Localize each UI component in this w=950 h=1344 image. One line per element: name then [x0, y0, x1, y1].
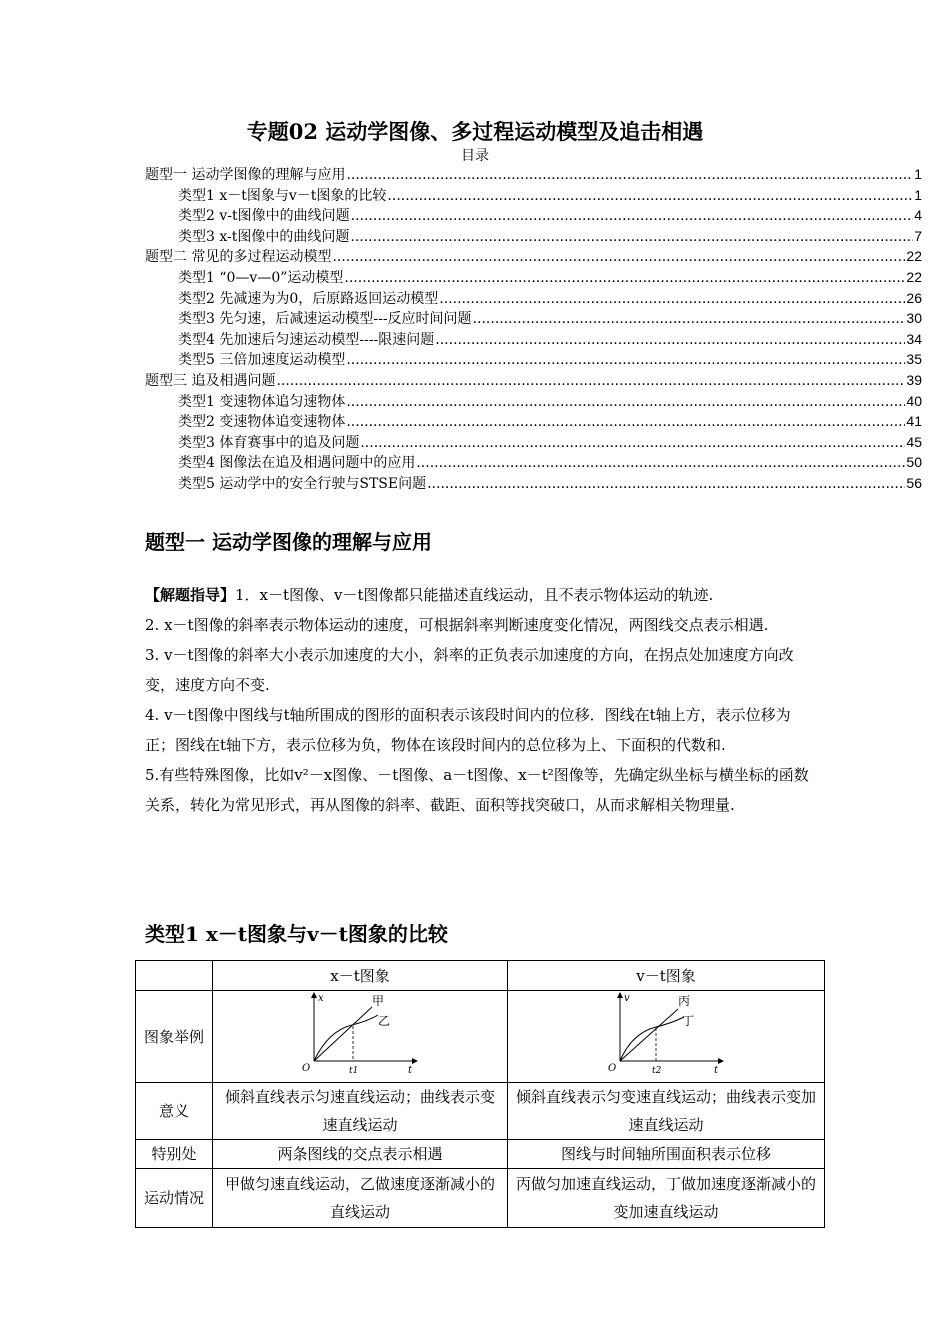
toc-entry-label: 题型二 常见的多过程运动模型: [145, 249, 332, 266]
guide-paragraph-4: 4. v－t图像中图线与t轴所围成的图形的面积表示该段时间内的位移．图线在t轴上方，表示位移为正；图线在t轴下方，表示位移为负，物体在该段时间内的总位移为上、下面积的代数和.: [145, 706, 791, 754]
origin-label: O: [608, 1063, 617, 1073]
toc-leader-dots: [439, 291, 905, 307]
table-row: [136, 1169, 825, 1228]
table-row: [136, 991, 825, 1083]
table-of-contents: [145, 164, 922, 494]
vt-meaning: 倾斜直线表示匀变速直线运动；曲线表示变加速直线运动: [508, 1083, 825, 1140]
toc-entry[interactable]: [145, 164, 922, 185]
guide-paragraph-5: 5.有些特殊图像，比如v²－x图像、－t图像、a－t图像、x－t²图像等，先确定纵坐标与横坐标的函数关系，转化为常见形式，再从图像的斜率、截距、面积等找突破口，从而求解相关物理量.: [145, 766, 809, 814]
toc-entry[interactable]: [145, 452, 922, 473]
guide-paragraph-1: 【解题指导】1．x－t图像、v－t图像都只能描述直线运动，且不表示物体运动的轨迹.: [145, 586, 714, 604]
toc-page-number: 7: [914, 227, 922, 244]
toc-entry-label: 题型一 运动学图像的理解与应用: [145, 167, 346, 183]
toc-entry[interactable]: [145, 288, 922, 309]
curve-label: 丁: [682, 1014, 695, 1028]
toc-entry[interactable]: [145, 432, 922, 453]
guide-paragraph-2: 2. x－t图像的斜率表示物体运动的速度，可根据斜率判断速度变化情况，两图线交点表示相遇.: [145, 616, 769, 634]
vt-special: 图线与时间轴所围面积表示位移: [508, 1140, 825, 1169]
table-header-row: [136, 961, 825, 991]
toc-entry[interactable]: [145, 411, 922, 432]
toc-leader-dots: [387, 188, 913, 204]
toc-entry[interactable]: [145, 308, 922, 329]
toc-page-number: 4: [914, 207, 922, 224]
x-axis-label: t: [408, 1065, 413, 1073]
col-header-vt: v－t图象: [508, 961, 825, 991]
toc-leader-dots: [346, 167, 913, 183]
toc-page-number: 35: [906, 351, 922, 368]
table-row: [136, 1140, 825, 1169]
row-label-meaning: 意义: [136, 1083, 213, 1140]
toc-entry-label: 类型4 图像法在追及相遇问题中的应用: [178, 455, 416, 472]
toc-entry-label: 类型3 先匀速，后减速运动模型---反应时间问题: [178, 311, 472, 328]
curve-label: 乙: [378, 1014, 391, 1028]
toc-entry-label: 类型2 先减速为为0，后原路返回运动模型: [178, 290, 439, 307]
toc-entry[interactable]: [145, 205, 922, 226]
guide-label: 【解题指导】: [145, 586, 236, 604]
line-bing: [620, 1009, 678, 1061]
col-header-xt: x－t图象: [213, 961, 508, 991]
table-row: [136, 1083, 825, 1140]
toc-leader-dots: [351, 208, 914, 224]
toc-entry[interactable]: [145, 473, 922, 494]
toc-page-number: 30: [906, 310, 922, 327]
xt-graph: [300, 991, 420, 1073]
toc-leader-dots: [332, 249, 905, 265]
toc-entry-label: 类型5 三倍加速度运动模型: [178, 352, 346, 369]
toc-page-number: 45: [906, 433, 922, 450]
toc-page-number: 1: [914, 186, 922, 203]
section-heading: 题型一 运动学图像的理解与应用: [145, 530, 432, 554]
toc-entry-label: 类型1 变速物体追匀速物体: [178, 393, 346, 410]
toc-leader-dots: [360, 435, 905, 451]
toc-page-number: 1: [914, 166, 922, 182]
toc-entry[interactable]: [145, 391, 922, 412]
xt-special: 两条图线的交点表示相遇: [213, 1140, 508, 1169]
toc-page-number: 40: [906, 392, 922, 409]
toc-entry[interactable]: [145, 329, 922, 350]
toc-entry-label: 类型1 “0—v—0”运动模型: [178, 269, 344, 286]
toc-entry-label: 类型4 先加速后匀速运动模型----限速问题: [178, 331, 435, 348]
tick-label: t1: [349, 1066, 359, 1073]
toc-entry[interactable]: [145, 370, 922, 391]
toc-entry-label: 题型三 追及相遇问题: [145, 372, 276, 389]
toc-entry[interactable]: [145, 267, 922, 288]
toc-entry[interactable]: [145, 349, 922, 370]
y-axis-label: v: [624, 993, 630, 1004]
tick-label: t2: [652, 1066, 662, 1073]
toc-page-number: 41: [906, 413, 922, 430]
vt-motion: 丙做匀加速直线运动，丁做加速度逐渐减小的变加速直线运动: [508, 1169, 825, 1228]
toc-page-number: 26: [906, 289, 922, 306]
toc-entry[interactable]: [145, 226, 922, 247]
toc-entry-label: 类型1 x－t图象与v－t图象的比较: [178, 187, 387, 204]
toc-entry-label: 类型3 体育赛事中的追及问题: [178, 434, 360, 451]
xt-graph-cell: [213, 991, 508, 1083]
toc-entry[interactable]: [145, 185, 922, 206]
toc-page-number: 22: [906, 248, 922, 265]
xt-motion: 甲做匀速直线运动，乙做速度逐渐减小的直线运动: [213, 1169, 508, 1228]
solving-guide: [145, 580, 810, 820]
curve-ding: [620, 1017, 684, 1061]
toc-page-number: 34: [906, 330, 922, 347]
line-label: 甲: [372, 994, 385, 1008]
toc-leader-dots: [276, 373, 905, 389]
toc-leader-dots: [346, 394, 905, 410]
comparison-table: [135, 960, 825, 1228]
toc-leader-dots: [344, 270, 905, 286]
toc-leader-dots: [435, 332, 905, 348]
toc-page-number: 50: [906, 454, 922, 471]
toc-page-number: 39: [906, 371, 922, 388]
toc-leader-dots: [427, 476, 905, 492]
curve-yi: [314, 1015, 378, 1061]
toc-entry-label: 类型5 运动学中的安全行驶与STSE问题: [178, 475, 427, 492]
row-label-example: 图象举例: [136, 991, 213, 1083]
y-axis-label: x: [318, 993, 324, 1004]
origin-label: O: [302, 1063, 311, 1073]
row-label-special: 特别处: [136, 1140, 213, 1169]
row-label-motion: 运动情况: [136, 1169, 213, 1228]
toc-page-number: 56: [906, 474, 922, 491]
subsection-heading: 类型1 x－t图象与v－t图象的比较: [145, 922, 448, 946]
document-title: 专题02 运动学图像、多过程运动模型及追击相遇: [246, 119, 704, 144]
line-label: 丙: [678, 994, 691, 1008]
vt-graph: [606, 991, 726, 1073]
xt-meaning: 倾斜直线表示匀速直线运动；曲线表示变速直线运动: [213, 1083, 508, 1140]
toc-entry-label: 类型2 v-t图像中的曲线问题: [178, 208, 350, 225]
vt-graph-cell: [508, 991, 825, 1083]
line-jia: [314, 1007, 372, 1061]
toc-heading: 目录: [461, 148, 489, 164]
guide-paragraph-3: 3. v－t图像的斜率大小表示加速度的大小，斜率的正负表示加速度的方向，在拐点处加速度方向改变，速度方向不变.: [145, 646, 794, 694]
toc-page-number: 22: [906, 268, 922, 285]
toc-entry-label: 类型2 变速物体追变速物体: [178, 414, 346, 431]
x-axis-label: t: [714, 1065, 719, 1073]
toc-entry[interactable]: [145, 246, 922, 267]
toc-leader-dots: [346, 414, 905, 430]
toc-leader-dots: [473, 311, 906, 327]
toc-leader-dots: [346, 352, 905, 368]
toc-leader-dots: [350, 229, 913, 245]
toc-leader-dots: [416, 455, 905, 471]
toc-entry-label: 类型3 x-t图像中的曲线问题: [178, 228, 350, 245]
